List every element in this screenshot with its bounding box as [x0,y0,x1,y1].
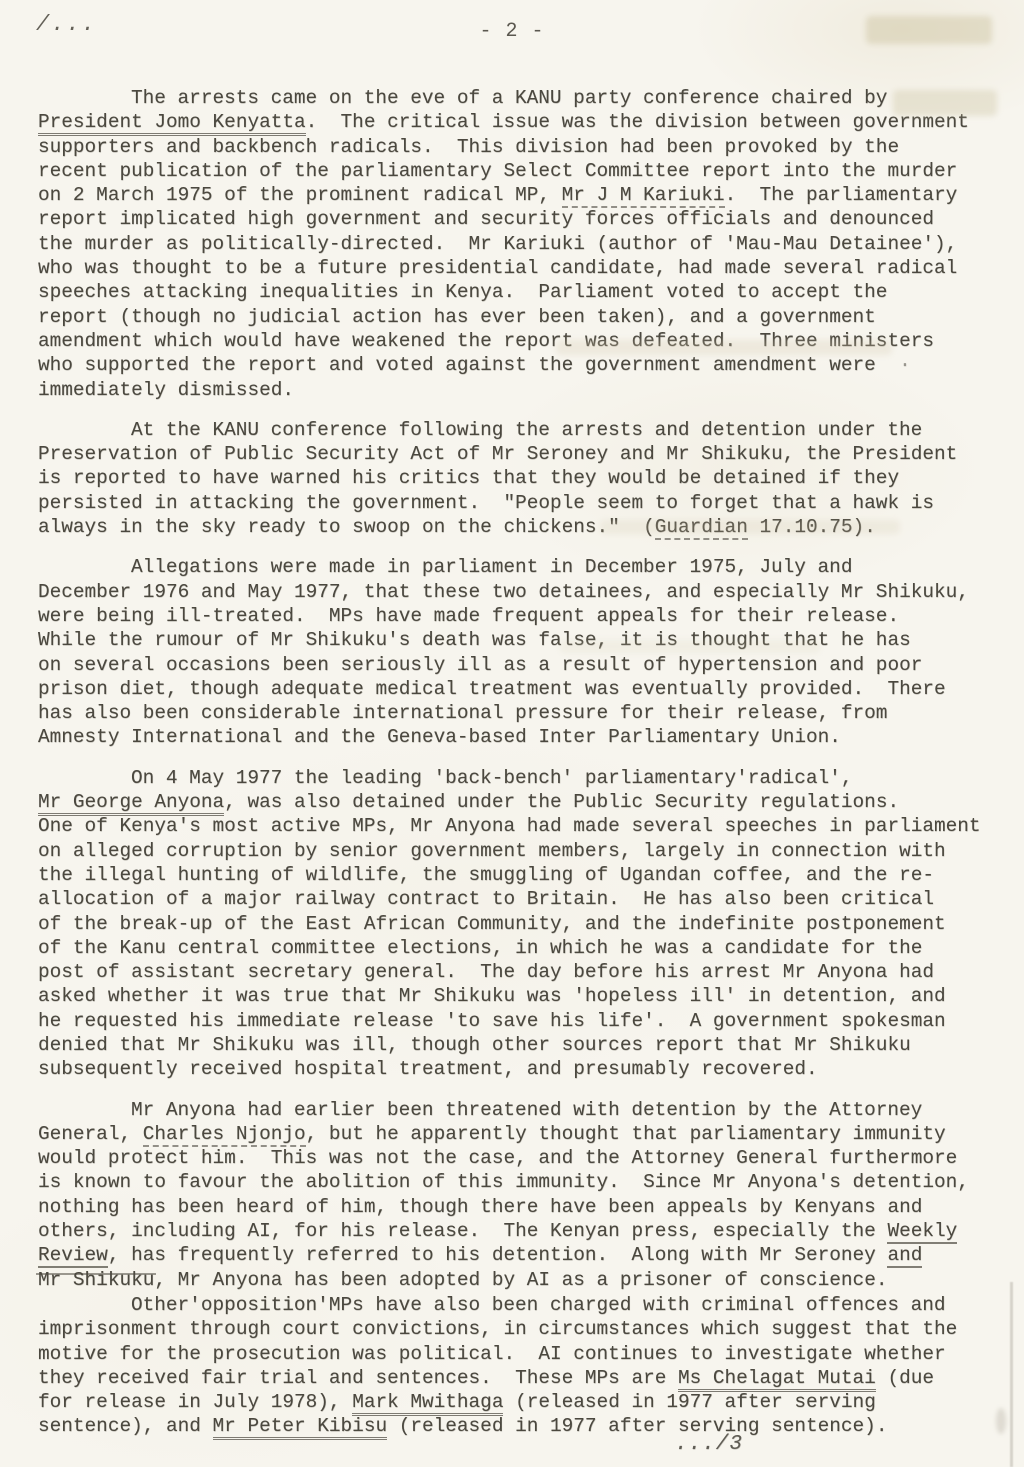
paragraph [38,766,1018,1082]
text-line: On 4 May 1977 the leading 'back-bench' parliamentary'radical', [131,766,853,789]
text-line: asked whether it was true that Mr Shikuku was 'hopeless ill' in detention, and [38,985,946,1008]
text-line: always in the sky ready to swoop on the chickens." (Guardian 17.10.75). [38,516,876,539]
text-line: Mr George Anyona, was also detained under the Public Security regulations. [38,790,1018,814]
text-line: supporters and backbench radicals. This division had been provoked by the [38,135,900,158]
text-line: subsequently received hospital treatment, and presumably recovered. [38,1058,818,1081]
text-line: would protect him. This was not the case, and the Attorney General furthermore [38,1147,958,1170]
document-body [38,86,1018,1457]
text-line: Allegations were made in parliament in December 1975, July and [131,556,853,579]
text-line: motive for the prosecution was political. AI continues to investigate whether [38,1342,946,1365]
text-line: imprisonment through court convictions, in circumstances which suggest that the [38,1318,958,1341]
underlined-text: Charles Njonjo [142,1122,306,1145]
text-line: denied that Mr Shikuku was ill, though other sources report that Mr Shikuku [38,1033,911,1056]
text-line: speeches attacking inequalities in Kenya. Parliament voted to accept the [38,281,888,304]
text-line: December 1976 and May 1977, that these two detainees, and especially Mr Shikuku, [38,580,969,603]
bleedthrough-stain [866,16,992,44]
text-line: is known to favour the abolition of this immunity. Since Mr Anyona's detention, [38,1171,969,1194]
text-line: report implicated high government and security forces officials and denounced [38,208,934,231]
underlined-text: President Jomo Kenyatta [38,111,306,136]
text-line: allocation of a major railway contract to Britain. He has also been critical [38,888,934,911]
overlined-text: Mr Shikuku [38,1268,155,1291]
text-line: While the rumour of Mr Shikuku's death was false, it is thought that he has [38,629,911,652]
text-line: nothing has been heard of him, though there have been appeals by Kenyans and [38,1195,923,1218]
paper-edge-speck [996,1408,1006,1434]
text-line: At the KANU conference following the arrests and detention under the [131,418,923,441]
text-line: they received fair trial and sentences. These MPs are Ms Chelagat Mutai (due [38,1366,1018,1390]
page-number: - 2 - [479,20,545,43]
text-line: immediately dismissed. [38,378,294,401]
text-line: he requested his immediate release 'to save his life'. A government spokesman [38,1009,946,1032]
paragraph [38,555,1018,749]
text-line: on several occasions been seriously ill as a result of hypertension and poor [38,653,923,676]
text-line: One of Kenya's most active MPs, Mr Anyona had made several speeches in parliament [38,815,981,838]
text-line: The arrests came on the eve of a KANU party conference chaired by [131,87,888,109]
text-line: General, Charles Njonjo, but he apparently thought that parliamentary immunity [38,1122,946,1145]
text-line: others, including AI, for his release. The Kenyan press, especially the Weekly [38,1220,958,1243]
underlined-text: and [887,1244,923,1267]
text-line: recent publication of the parliamentary Select Committee report into the murder [38,159,958,182]
text-line: Amnesty International and the Geneva-based Inter Parliamentary Union. [38,726,841,749]
text-line: amendment which would have weakened the report was defeated. Three ministers [38,329,934,352]
underlined-text: Mark Mwithaga [352,1391,503,1416]
text-line: on 2 March 1975 of the prominent radical MP, Mr J M Kariuki. The parliamentary [38,184,958,207]
text-line: President Jomo Kenyatta. The critical issue was the division between government [38,110,1018,134]
paragraph [38,1098,1018,1292]
underlined-text: Mr J M Kariuki [561,184,725,207]
text-line: report (though no judicial action has ever been taken), and a government [38,305,876,328]
text-line: sentence), and Mr Peter Kibisu (released in 1977 after serving sentence). [38,1414,1018,1438]
underlined-text: Weekly [887,1220,958,1243]
paragraphs-container [38,86,1018,1439]
paragraph [38,1293,1018,1439]
underlined-text: Mr Peter Kibisu [213,1415,388,1440]
text-line: post of assistant secretary general. The day before his arrest Mr Anyona had [38,961,934,984]
paragraph [38,418,1018,539]
text-line: Mr Shikuku, Mr Anyona has been adopted by AI as a prisoner of conscience. [38,1268,888,1291]
paragraph [38,86,1018,402]
text-line: the illegal hunting of wildlife, the smuggling of Ugandan coffee, and the re- [38,863,934,886]
text-line: who was thought to be a future presidential candidate, had made several radical [38,257,958,280]
text-line: of the Kanu central committee elections, in which he was a candidate for the [38,936,923,959]
text-line: the murder as politically-directed. Mr Kariuki (author of 'Mau-Mau Detainee'), [38,232,958,255]
text-line: Other'opposition'MPs have also been charged with criminal offences and [131,1293,946,1316]
paper-edge-mark [1010,1282,1013,1467]
text-line: on alleged corruption by senior government members, largely in connection with [38,839,946,862]
underlined-text: Review [38,1244,108,1267]
text-line: Review, has frequently referred to his detention. Along with Mr Seroney and [38,1244,923,1267]
next-page-mark: .../3 [675,1432,744,1456]
text-line: is reported to have warned his critics that they would be detained if they [38,467,900,490]
text-line: prison diet, though adequate medical treatment was eventually provided. There [38,677,946,700]
continuation-mark: /... [36,12,97,37]
text-line: of the break-up of the East African Community, and the indefinite postponement [38,912,946,935]
underlined-text: Ms Chelagat Mutai [678,1367,876,1392]
text-line: for release in July 1978), Mark Mwithaga (released in 1977 after serving [38,1390,1018,1414]
text-line: who supported the report and voted against the government amendment were · [38,354,911,377]
text-line: persisted in attacking the government. "People seem to forget that a hawk is [38,491,934,514]
underlined-text: Guardian [654,516,748,539]
text-line: were being ill-treated. MPs have made frequent appeals for their release. [38,604,900,627]
text-line: Preservation of Public Security Act of Mr Seroney and Mr Shikuku, the President [38,443,958,466]
text-line: has also been considerable international pressure for their release, from [38,702,888,725]
text-line: Mr Anyona had earlier been threatened with detention by the Attorney [131,1098,923,1121]
underlined-text: Mr George Anyona [38,791,224,816]
ink-mark: · [875,354,911,377]
